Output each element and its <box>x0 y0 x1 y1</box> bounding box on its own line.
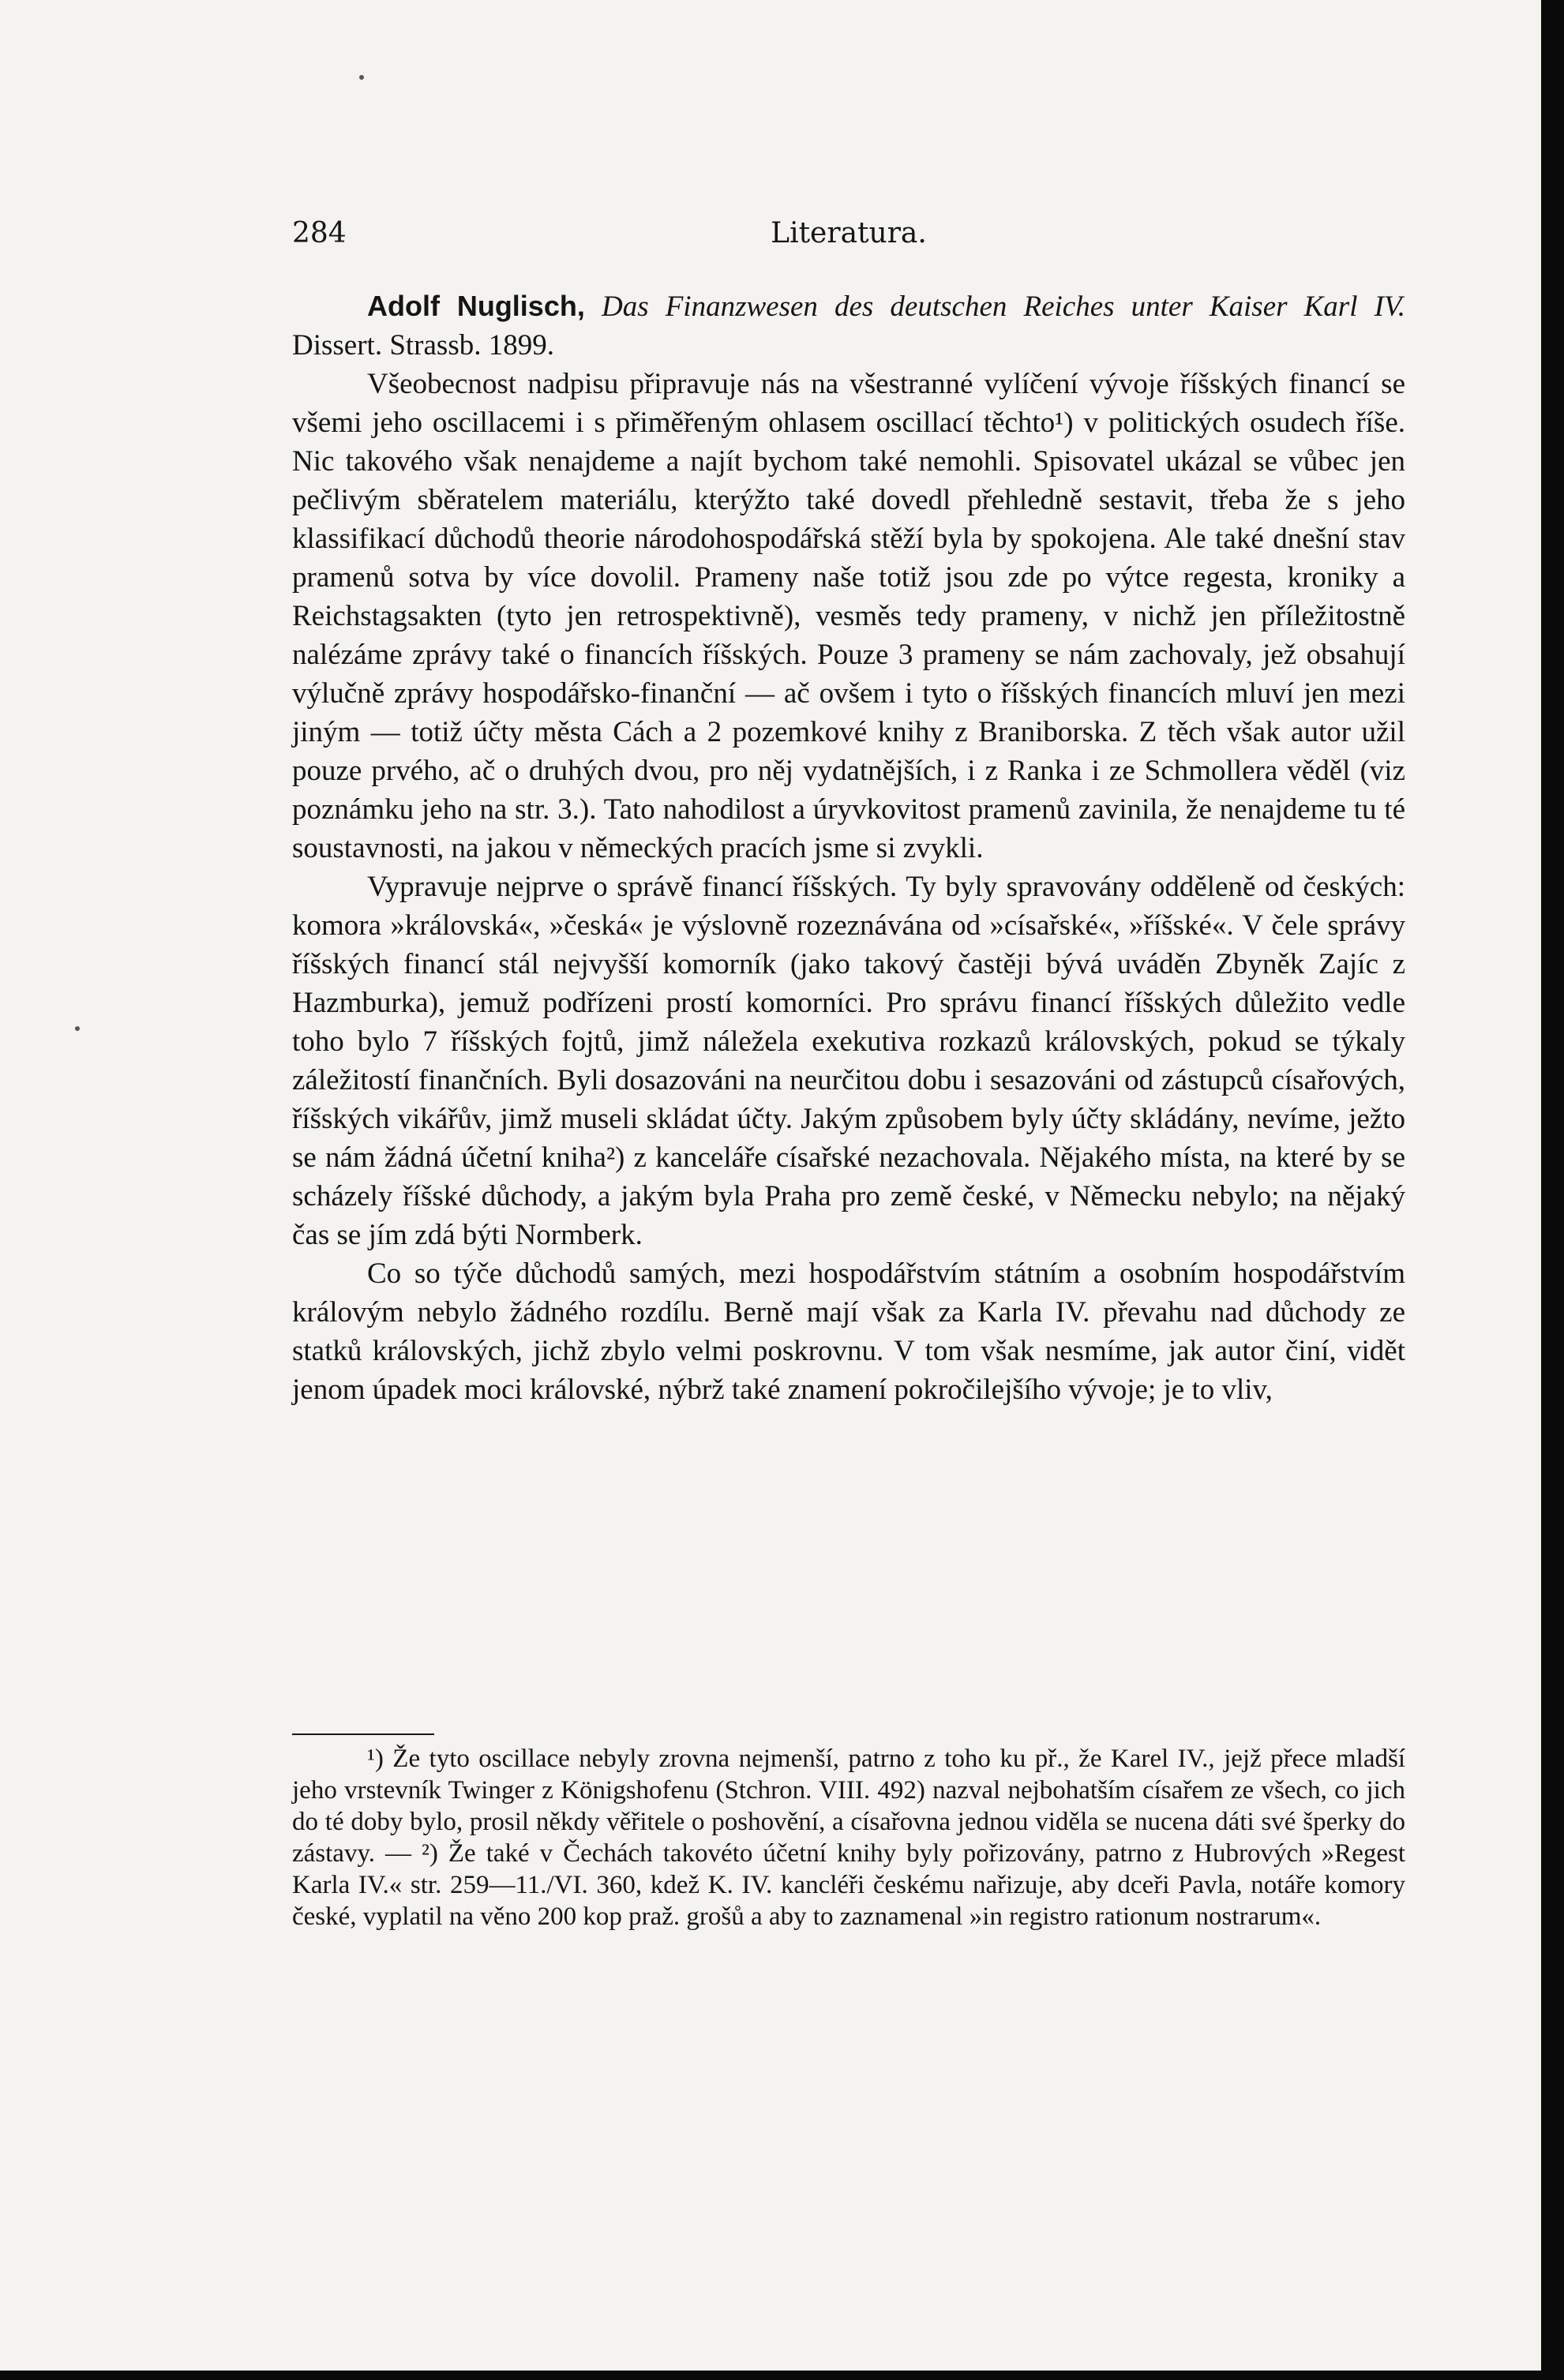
running-title: Literatura. <box>771 217 927 249</box>
citation-author: Adolf Nuglisch, <box>367 290 585 322</box>
citation-details: Dissert. Strassb. 1899. <box>292 329 554 362</box>
citation-title: Das Finanzwesen des deutschen Reiches unter Kaiser Karl IV. <box>601 290 1405 323</box>
footnotes <box>292 1743 1405 1932</box>
paragraph-3: Co so týče důchodů samých, mezi hospodářstvím státním a osobním hospodářstvím královým nebylo žádného rozdílu. Berně mají však za Karla IV. převahu nad důchody ze statků královských, jichž zbylo velmi poskrovnu. V tom však nesmíme, jak autor činí, vidět jenom úpadek moci královské, nýbrž také znamení pokročilejšího vývoje; je to vliv, <box>292 1257 1405 1406</box>
scan-speck <box>359 75 364 80</box>
page-header <box>292 217 1405 264</box>
scan-speck <box>75 1026 80 1031</box>
main-text <box>292 287 1405 1409</box>
footnote-rule <box>292 1733 434 1735</box>
page-number: 284 <box>292 217 347 249</box>
citation <box>292 287 1405 365</box>
paragraph-1: Všeobecnost nadpisu připravuje nás na všestranné vylíčení vývoje říšských financí se všemi jeho oscillacemi i s přiměřeným ohlasem oscillací těchto¹) v politických osudech říše. Nic takového však nenajdeme a najít bychom také nemohli. Spisovatel ukázal se vůbec jen pečlivým sběratelem materiálu, kterýžto také dovedl přehledně sestavit, třeba že s jeho klassifikací důchodů theorie národohospodářská stěží byla by spokojena. Ale také dnešní stav pramenů sotva by více dovolil. Prameny naše totiž jsou zde po výtce regesta, kroniky a Reichstagsakten (tyto jen retrospektivně), vesměs tedy prameny, v nichž jen příležitostně nalézáme zprávy také o financích říšských. Pouze 3 prameny se nám zachovaly, jež obsahují výlučně zprávy hospodářsko-finanční — ač ovšem i tyto o říšských financích mluví jen mezi jiným — totiž účty města Cách a 2 pozemkové knihy z Braniborska. Z těch však autor užil pouze prvého, ač o druhých dvou, pro něj vydatnějších, i z Ranka i ze Schmollera věděl (viz poznámku jeho na str. 3.). Tato nahodilost a úryvkovitost pramenů zavinila, že nenajdeme tu té soustavnosti, na jakou v německých pracích jsme si zvykli. <box>292 368 1405 864</box>
footnote-text: ¹) Že tyto oscillace nebyly zrovna nejmenší, patrno z toho ku př., že Karel IV., jejž přece mladší jeho vrstevník Twinger z Königshofenu (Stchron. VIII. 492) nazval nejbohatším císařem ze všech, co jich do té doby bylo, prosil někdy věřitele o poshovění, a císařovna jednou viděla se nucena dáti své šperky do zástavy. — ²) Že také v Čechách takovéto účetní knihy byly pořizovány, patrno z Hubrových »Regest Karla IV.« str. 259—11./VI. 360, kdež K. IV. kancléři českému nařizuje, aby dceři Pavla, notáře komory české, vyplatil na věno 200 kop praž. grošů a aby to zaznamenal »in registro rationum nostrarum«. <box>292 1745 1405 1931</box>
paragraph-2: Vypravuje nejprve o správě financí říšských. Ty byly spravovány odděleně od českých: komora »královská«, »česká« je výslovně rozeznávána od »císařské«, »říšské«. V čele správy říšských financí stál nejvyšší komorník (jako takový častěji bývá uváděn Zbyněk Zajíc z Hazmburka), jemuž podřízeni prostí komorníci. Pro správu financí říšských důležito vedle toho bylo 7 říšských fojtů, jimž náležela exekutiva rozkazů královských, pokud se týkaly záležitostí finančních. Byli dosazováni na neurčitou dobu i sesazováni od zástupců císařových, říšských vikářův, jimž museli skládat účty. Jakým způsobem byly účty skládány, nevíme, ježto se nám žádná účetní kniha²) z kanceláře císařské nezachovala. Nějakého místa, na které by se scházely říšské důchody, a jakým byla Praha pro země české, v Německu nebylo; na nějaký čas se jím zdá býti Normberk. <box>292 871 1405 1251</box>
